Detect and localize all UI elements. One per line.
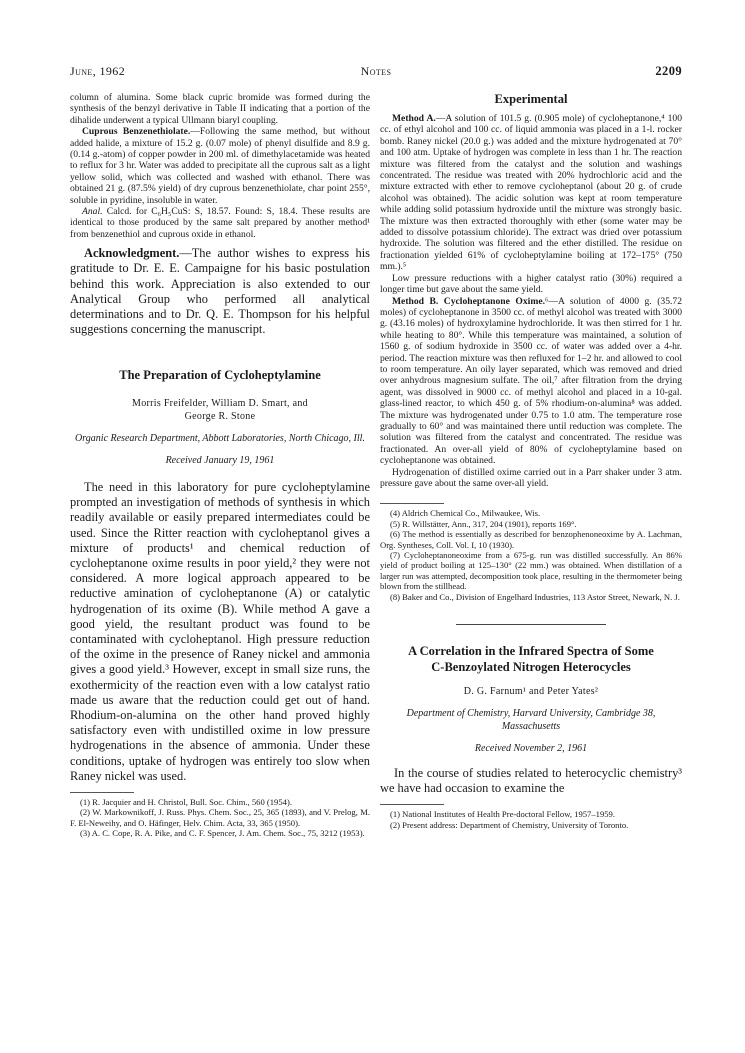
method-a-text: —A solution of 101.5 g. (0.905 mole) of cycloheptanone,⁴ 100 cc. of ethyl alcohol and 100 cc. of liquid ammonia was placed in a 1-l. rocker bomb. Raney nickel (20.0 g.) was added and the mixture hydrogenated at 70° and 100 atm. Uptake of hydrogen was complete in less than 1 hr. The reaction mixture was filtered from the catalyst and the solution and washings concentrated. The residue was treated with 20% hydrochloric acid and the mixture extracted with ether to remove cycloheptanol (about 20 g. of crude alcohol was obtained). The acidic solution was kept at room temperature while adding solid potassium hydroxide until the mixture was strongly basic. The mixture was then extracted thoroughly with ether (some water may be added to dissolve potassium chloride). The extract was dried over potassium hydroxide. The solution was filtered and the ether distilled. The residue on fractionation yielded 61% of cycloheptylamine boiling at 172–175° (750 mm.).⁵ xyxy=(380,113,682,273)
footnotes-right xyxy=(380,508,682,602)
cuprous-text: —Following the same method, but without added halide, a mixture of 15.2 g. (0.07 mole) of phenyl disulfide and 8.9 g. (0.14 g.-atom) of copper powder in 200 ml. of dimethylacetamide was heated to reflux for 3 hr. Water was added to precipitate all the cuprous salt as a light yellow solid, which was collected and washed with ethanol. There was obtained 21 g. (87.5% yield) of dry cuprous benzenethiolate, char point 255°, soluble in pyridine, insoluble in water. xyxy=(70,126,370,206)
method-b-text: ⁶—A solution of 4000 g. (35.72 moles) of cycloheptanone in 3500 cc. of methyl alcohol was treated with 3000 g. (43.16 moles) of hydroxylamine hydrochloride. It was then stirred for 1 hr. while heating to 80°. While this temperature was maintained, a solution of 1560 g. of sodium hydroxide in 3500 cc. of water was added over a 4-hr. period. The reaction mixture was then refluxed for 1–2 hr. and allowed to cool to room temperature. An oily layer separated, which was removed and dried over anhydrous magnesium sulfate. The oil,⁷ after filtration from the drying agent, was dissolved in 9000 cc. of methyl alcohol and placed in a 10-gal. glass-lined reactor, to which 450 g. of 5% rhodium-on-alumina⁸ was added. The mixture was hydrogenated under 0.75 to 1.0 atm. The temperature rose gradually to 60° and was maintained there until reduction was complete. The solution was filtered from the catalyst and concentrated. The residue was fractionated. An over-all yield of 80% of cycloheptylamine based on cycloheptanone was obtained. xyxy=(380,295,682,467)
header-date: June, 1962 xyxy=(70,64,126,78)
right-column xyxy=(380,92,682,830)
affiliation: Organic Research Department, Abbott Laboratories, North Chicago, Ill. xyxy=(75,432,365,444)
second-article-body xyxy=(380,766,682,796)
acknowledgment xyxy=(70,246,370,337)
analysis-paragraph xyxy=(70,206,370,240)
cuprous-paragraph xyxy=(70,126,370,206)
footnote-3: (3) A. C. Cope, R. A. Pike, and C. F. Spencer, J. Am. Chem. Soc., 75, 3212 (1953). xyxy=(80,828,365,839)
second-article-title-1: A Correlation in the Infrared Spectra of Some xyxy=(408,644,654,659)
second-article-authors: D. G. Farnum¹ and Peter Yates² xyxy=(463,686,599,698)
method-a-paragraph xyxy=(380,113,682,273)
footnote-8: (8) Baker and Co., Division of Engelhard Industries, 113 Astor Street, Newark, N. J. xyxy=(390,591,680,602)
footnotes-right-2 xyxy=(380,809,682,830)
authors-line-1: Morris Freifelder, William D. Smart, and xyxy=(132,397,308,409)
second-article-affiliation: Department of Chemistry, Harvard University, Cambridge 38, Massachusetts xyxy=(406,708,656,732)
experimental-section xyxy=(380,113,682,489)
method-b-paragraph xyxy=(380,296,682,467)
footnote-2-1: (1) National Institutes of Health Pre-doctoral Fellow, 1957–1959. xyxy=(390,809,615,820)
left-column xyxy=(70,92,370,839)
analysis-text: Calcd. for C₆H₅CuS: S, 18.57. Found: S, 18.4. These results are identical to those produced by the same salt prepared by another method¹ from benzenethiol and cuprous oxide in ethanol. xyxy=(70,206,370,240)
second-body-paragraph: In the course of studies related to heterocyclic chemistry³ we have had occasion to examine the xyxy=(380,766,682,796)
footnote-5: (5) R. Willstätter, Ann., 317, 204 (1901), reports 169°. xyxy=(390,518,577,529)
intro-paragraph: column of alumina. Some black cupric bromide was formed during the synthesis of the benzyl derivative in Table II indicating that a portion of the dihalide underwent a typical Ullmann biaryl coupling. xyxy=(70,92,370,126)
acknowledgment-text: —The author wishes to express his gratitude to Dr. E. E. Campaigne for his basic postulation behind this work. Appreciation is also extended to our Analytical Group who performed all analytical determinations and to Dr. Q. E. Thompson for his helpful suggestions concerning the manuscript. xyxy=(70,246,370,337)
header-section: Notes xyxy=(360,64,392,78)
experimental-heading: Experimental xyxy=(494,92,568,106)
analysis-heading: Anal. xyxy=(82,206,103,218)
method-a-heading: Method A. xyxy=(392,113,436,124)
footnote-4: (4) Aldrich Chemical Co., Milwaukee, Wis. xyxy=(390,508,541,519)
low-pressure-paragraph: Low pressure reductions with a higher catalyst ratio (30%) required a longer time but gave about the same yield. xyxy=(380,272,682,296)
authors-line-2: George R. Stone xyxy=(184,410,256,422)
footnote-7: (7) Cycloheptanoneoxime from a 675-g. run was distilled successfully. An 86% yield of product boiling at 125–130° (22 mm.) was obtained. When distillation of a larger run was attempted, decomposition took place, resulting in the thermometer being blown from the stillhead. xyxy=(380,550,682,592)
footnote-2: (2) W. Markownikoff, J. Russ. Phys. Chem. Soc., 25, 365 (1893), and V. Prelog, M. F. El-Neweihy, and O. Häfinger, Helv. Chim. Acta, 33, 365 (1950). xyxy=(70,807,370,828)
cuprous-heading: Cuprous Benzenethiolate. xyxy=(82,126,191,138)
body-paragraph: The need in this laboratory for pure cycloheptylamine prompted an investigation of methods of synthesis in which readily available or easily prepared intermediates could be used. Since the Ritter reaction with cycloheptanol gives a mixture of products¹ and chemical reduction of cycloheptanone oxime results in poor yield,² they were not considered. A more logical approach appeared to be reductive amination of cycloheptanone (A) or catalytic hydrogenation of its oxime (B). While method A gave a good yield, the resultant product was found to be contaminated with cycloheptanol. High pressure reduction of the oxime in the presence of Raney nickel and ammonia gives a good yield.³ However, except in small size runs, the exothermicity of the reaction even with a low catalyst ratio made us aware that the reduction could get out of hand. Rhodium-on-alumina on the other hand proved highly satisfactory even with undistilled oxime in low pressure hydrogenations in the absence of ammonia. Under these conditions, uptake of hydrogen was entirely too slow when Raney nickel was used. xyxy=(70,480,370,783)
acknowledgment-heading: Acknowledgment. xyxy=(84,246,180,261)
article-title: The Preparation of Cycloheptylamine xyxy=(119,367,321,382)
parr-paragraph: Hydrogenation of distilled oxime carried out in a Parr shaker under 3 atm. pressure gave about the same over-all yield. xyxy=(380,466,682,489)
second-article-received: Received November 2, 1961 xyxy=(474,743,588,755)
footnotes-left xyxy=(70,797,370,839)
page-number: 2209 xyxy=(655,64,682,78)
running-head xyxy=(70,64,682,84)
second-article-title-2: C-Benzoylated Nitrogen Heterocycles xyxy=(431,660,631,675)
footnote-1: (1) R. Jacquier and H. Christol, Bull. Soc. Chim., 560 (1954). xyxy=(80,797,292,808)
article-body xyxy=(70,480,370,784)
received-date: Received January 19, 1961 xyxy=(165,455,275,466)
footnote-2-2: (2) Present address: Department of Chemistry, University of Toronto. xyxy=(390,819,629,830)
acknowledgment-paragraph xyxy=(70,246,370,337)
previous-article-tail xyxy=(70,92,370,240)
method-b-heading: Method B. Cycloheptanone Oxime. xyxy=(392,295,545,307)
footnote-6: (6) The method is essentially as described for benzophenoneoxime by A. Lachman, Org. Syntheses, Coll. Vol. I, 10 (1930). xyxy=(380,529,682,550)
